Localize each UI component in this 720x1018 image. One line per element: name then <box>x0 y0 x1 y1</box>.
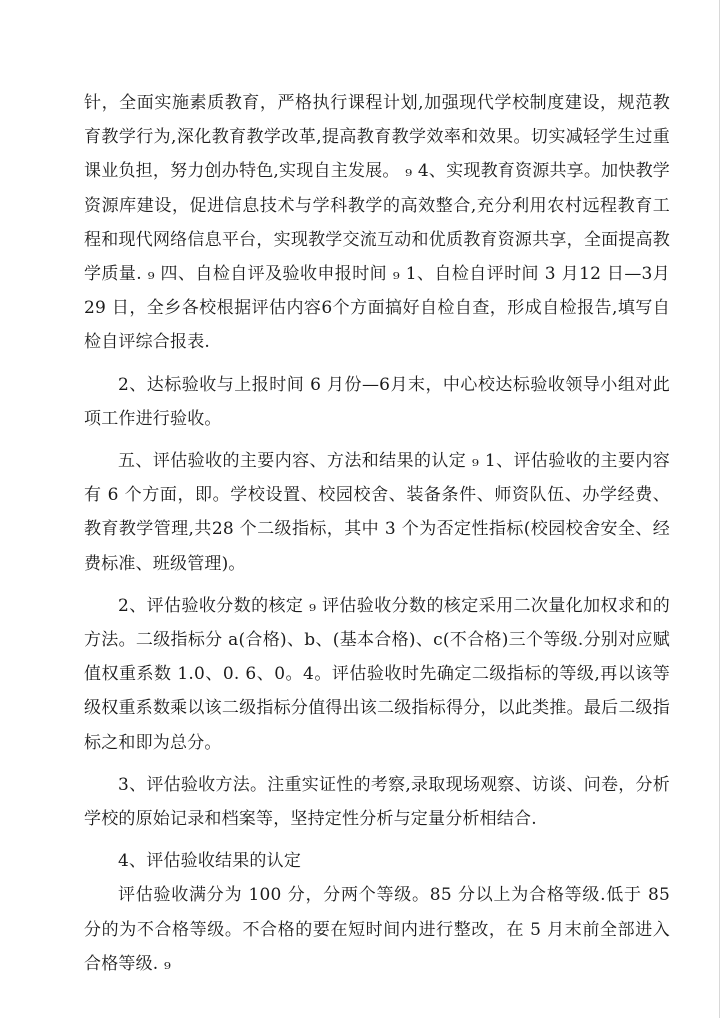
paragraph-assessment-method: 3、评估验收方法。注重实证性的考察,录取现场观察、访谈、问卷，分析学校的原始记录和档案等，坚持定性分析与定量分析相结合. <box>84 774 670 830</box>
paragraph-result-determination: 评估验收满分为 100 分，分两个等级。85 分以上为合格等级.低于 85 分的为不合格等级。不合格的要在短时间内进行整改，在 5 月末前全部进入合格等级. ₉ <box>84 885 670 974</box>
paragraph-score-calculation: 2、评估验收分数的核定 ₉ 评估验收分数的核定采用二次量化加权求和的方法。二级指标分 a(合格)、b、(基本合格)、c(不合格)三个等级.分别对应赋值权重系数 1.0、0. 6、0。4。评估验收时先确定二级指标的等级,再以该等级权重系数乘以该二级指标分值得出该二级指标得分，以此类推。最后二级指标之和即为总分。 <box>84 595 670 753</box>
document-body <box>84 86 670 981</box>
paragraph-goals-continued: 针，全面实施素质教育，严格执行课程计划,加强现代学校制度建设，规范教育教学行为,深化教育教学改革,提高教育教学效率和效果。切实减轻学生过重课业负担，努力创办特色,实现自主发展。 ₉ 4、实现教育资源共享。加快教学资源库建设，促进信息技术与学科教学的高效整合,充分利用农村远程教育工程和现代网络信息平台，实现教学交流互动和优质教育资源共享，全面提高教学质量. ₉ 四、自检自评及验收申报时间 ₉ 1、自检自评时间 3 月12 日—3月29 日，全乡各校根据评估内容6个方面搞好自检自查，形成自检报告,填写自检自评综合报表. <box>84 93 670 353</box>
paragraph-result-heading: 4、评估验收结果的认定 <box>118 851 302 872</box>
paragraph-assessment-content: 五、评估验收的主要内容、方法和结果的认定 ₉ 1、评估验收的主要内容有 6 个方面，即。学校设置、校园校舍、装备条件、师资队伍、办学经费、教育教学管理,共28 个二级指标，其中 3 个为否定性指标(校园校舍安全、经费标准、班级管理)。 <box>84 451 670 574</box>
paragraph-acceptance-timing: 2、达标验收与上报时间 6 月份—6月末，中心校达标验收领导小组对此项工作进行验收。 <box>84 374 670 429</box>
